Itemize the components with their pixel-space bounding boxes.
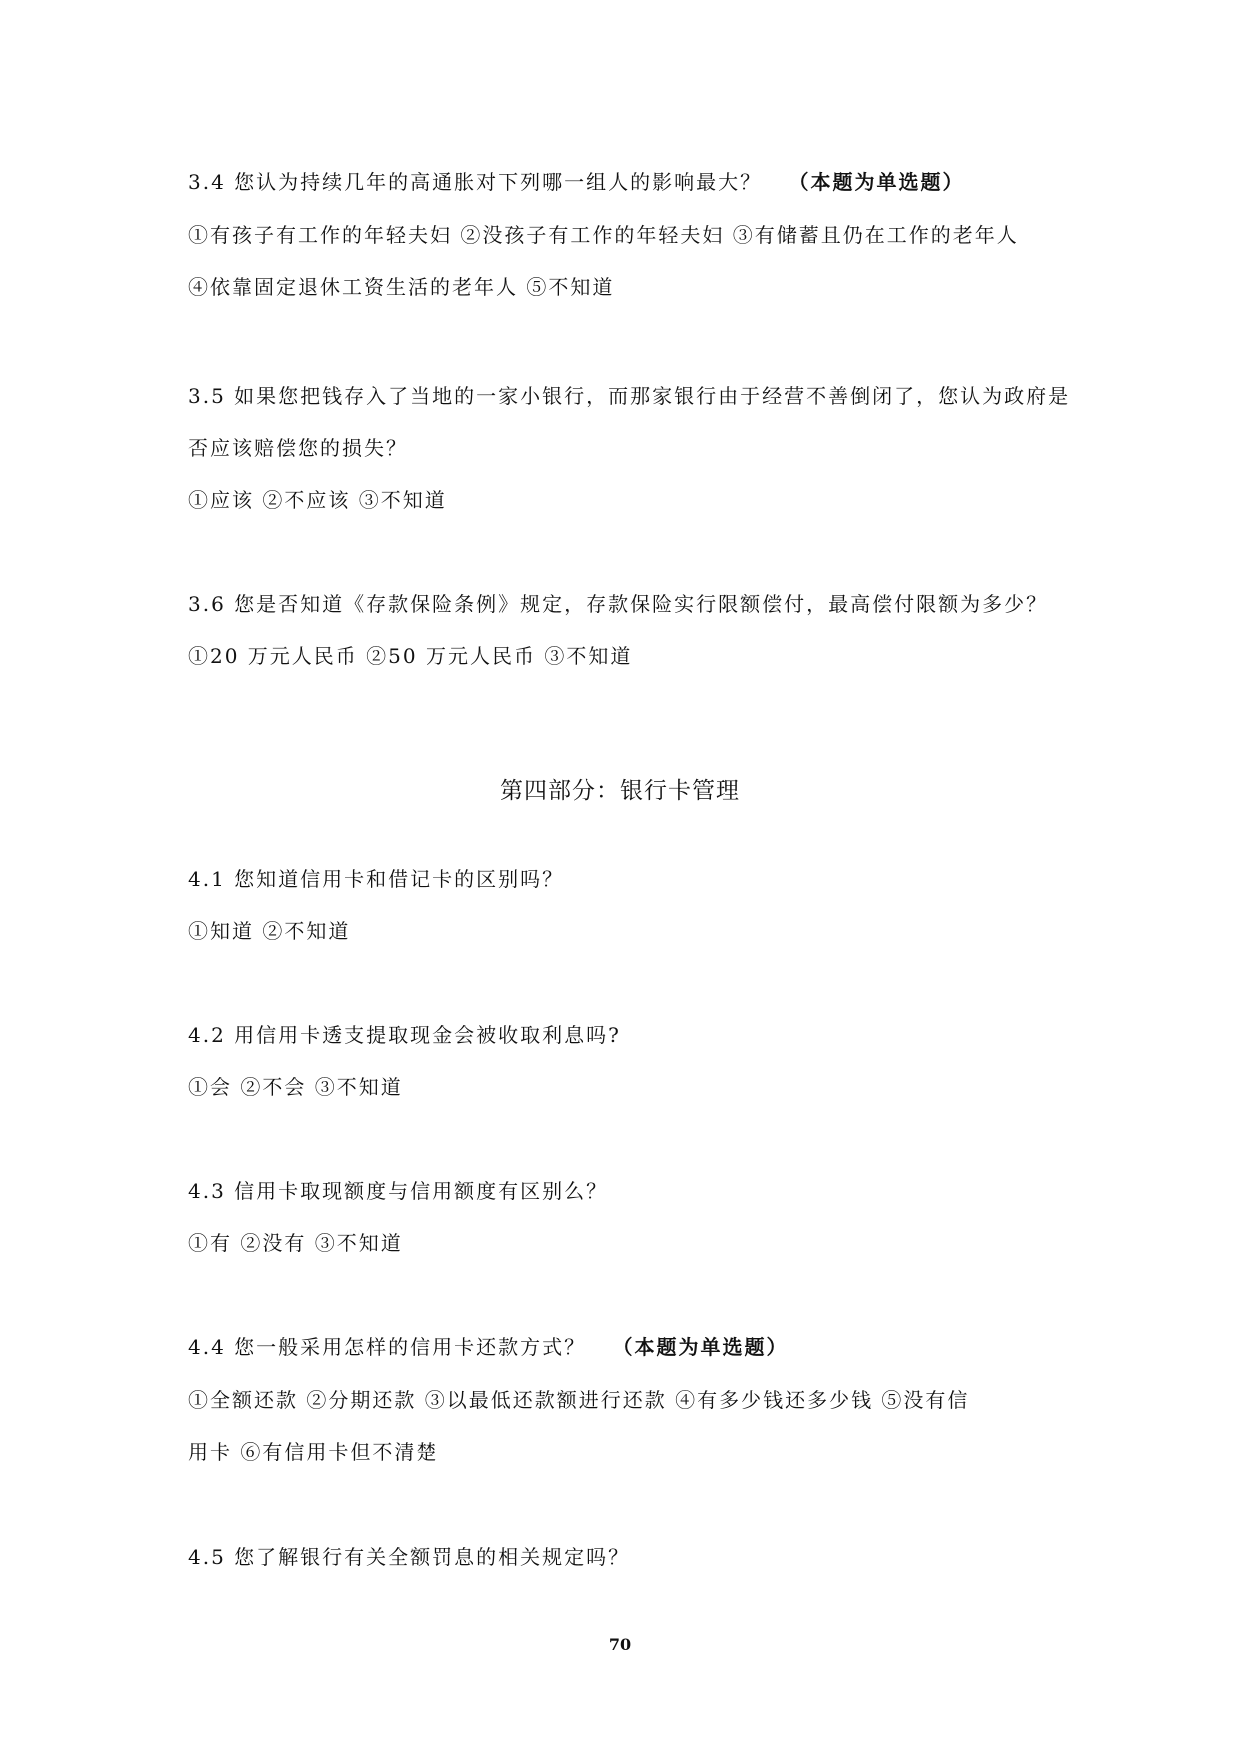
- single-choice-note: （本题为单选题）: [612, 1335, 789, 1359]
- question-4-4: [188, 1333, 789, 1361]
- question-3-4: [188, 168, 965, 196]
- question-text: 3.4 您认为持续几年的高通胀对下列哪一组人的影响最大？: [188, 170, 763, 194]
- question-4-3-options: ①有 ②没有 ③不知道: [188, 1231, 403, 1255]
- section-4-title: 第四部分：银行卡管理: [500, 778, 740, 804]
- question-4-4-options-line-2: 用卡 ⑥有信用卡但不清楚: [188, 1440, 439, 1464]
- question-3-5-options: ①应该 ②不应该 ③不知道: [188, 488, 447, 512]
- question-4-4-options-line-1: ①全额还款 ②分期还款 ③以最低还款额进行还款 ④有多少钱还多少钱 ⑤没有信: [188, 1388, 970, 1412]
- question-3-4-options-line-2: ④依靠固定退休工资生活的老年人 ⑤不知道: [188, 275, 615, 299]
- question-text: 4.4 您一般采用怎样的信用卡还款方式？: [188, 1335, 587, 1359]
- question-4-2-options: ①会 ②不会 ③不知道: [188, 1075, 403, 1099]
- question-3-4-options-line-1: ①有孩子有工作的年轻夫妇 ②没孩子有工作的年轻夫妇 ③有储蓄且仍在工作的老年人: [188, 223, 1019, 247]
- question-4-2: 4.2 用信用卡透支提取现金会被收取利息吗?: [188, 1023, 621, 1047]
- question-4-5: 4.5 您了解银行有关全额罚息的相关规定吗？: [188, 1545, 631, 1569]
- single-choice-note: （本题为单选题）: [788, 170, 965, 194]
- page-number: 70: [608, 1635, 632, 1654]
- question-3-5-line-1: 3.5 如果您把钱存入了当地的一家小银行，而那家银行由于经营不善倒闭了，您认为政府是: [188, 384, 1071, 408]
- question-4-3: 4.3 信用卡取现额度与信用额度有区别么？: [188, 1179, 609, 1203]
- question-3-5-line-2: 否应该赔偿您的损失？: [188, 436, 408, 460]
- question-4-1-options: ①知道 ②不知道: [188, 919, 351, 943]
- question-3-6: 3.6 您是否知道《存款保险条例》规定，存款保险实行限额偿付，最高偿付限额为多少？: [188, 592, 1049, 616]
- question-4-1: 4.1 您知道信用卡和借记卡的区别吗？: [188, 867, 565, 891]
- question-3-6-options: ①20 万元人民币 ②50 万元人民币 ③不知道: [188, 644, 633, 668]
